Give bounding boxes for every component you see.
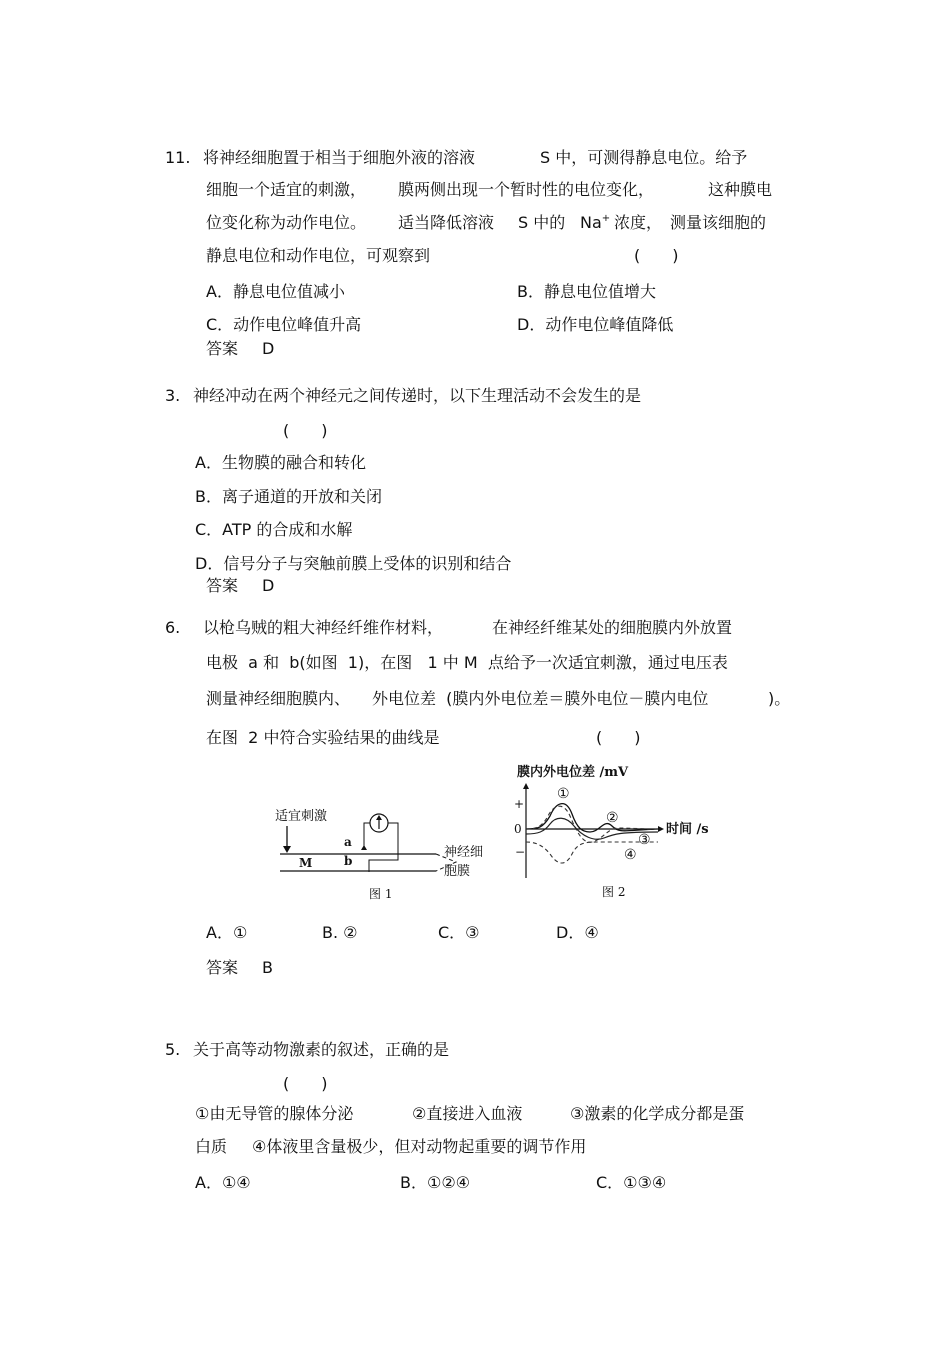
q5-statement-2: ②直接进入血液 [412,1104,523,1123]
q3-option-c: C．ATP 的合成和水解 [195,520,353,539]
q5-option-a: A．①④ [195,1173,251,1192]
q11-line3b: 适当降低溶液 [398,213,495,232]
q3-option-b: B．离子通道的开放和关闭 [195,487,382,506]
q3-option-d: D．信号分子与突触前膜上受体的识别和结合 [195,554,512,573]
q11-option-b: B．静息电位值增大 [517,282,656,301]
q5-number: 5. [165,1040,181,1059]
curve-2-label: ② [606,810,619,826]
curve-1 [526,804,658,832]
q3-bracket: ( ) [283,421,328,440]
fig2-ylabel: 膜内外电位差 /mV [517,765,629,780]
fig1-electrode-a [361,845,367,850]
figure-1-diagram [268,798,498,906]
q11-line3d [580,213,610,236]
q6-option-d: D．④ [556,923,599,942]
q5-option-c: C．①③④ [596,1173,667,1192]
curve-3-label: ③ [638,832,651,848]
fig2-caption: 图 2 [602,885,626,899]
curve-4-label: ④ [624,847,637,863]
q6-bracket: ( ) [596,728,641,747]
fig2-x-arrowhead [658,826,664,832]
q11-line3f: 测量该细胞的 [670,213,767,232]
q5-statement-4: ④体液里含量极少，但对动物起重要的调节作用 [252,1137,587,1156]
q3-answer: D [262,576,275,595]
q11-line1: 将神经细胞置于相当于细胞外液的溶液 [203,148,476,167]
q3-answer-label: 答案 [206,576,239,595]
q3-number: 3. [165,386,181,405]
q11-line2a: 细胞一个适宜的刺激， [206,180,367,199]
q11-line3c: S 中的 [518,213,566,232]
fig1-membrane-label-2: 胞膜 [444,864,471,879]
q6-option-b: B. ② [322,923,358,942]
fig1-membrane-label-1: 神经细 [444,845,484,860]
fig1-stim-label: 适宜刺激 [275,809,328,824]
sodium-symbol: Na [580,213,602,232]
q6-line1a: 以枪乌贼的粗大神经纤维作材料， [203,618,444,637]
q5-statement-3b: 白质 [195,1137,228,1156]
curve-1-label: ① [557,786,570,802]
q5-statement-3: ③激素的化学成分都是蛋 [570,1104,745,1123]
fig1-wire [364,823,370,848]
q11-number: 11. [165,148,191,167]
q11-answer: D [262,339,275,358]
q6-line1b: 在神经纤维某处的细胞膜内外放置 [492,618,733,637]
fig1-m-label: M [299,856,313,870]
q11-answer-label: 答案 [206,339,239,358]
fig2-zero: 0 [514,822,522,836]
q6-option-c: C．③ [438,923,480,942]
q6-answer-label: 答案 [206,958,239,977]
q5-bracket: ( ) [283,1074,328,1093]
plus-superscript: + [601,213,611,224]
q5-statement-1: ①由无导管的腺体分泌 [195,1104,354,1123]
fig2-xlabel: 时间 /s [666,822,709,837]
q6-option-a: A．① [206,923,248,942]
q6-line4: 在图 2 中符合实验结果的曲线是 [206,728,440,747]
q6-line3b: 外电位差 (膜内外电位差＝膜外电位－膜内电位 [372,689,709,708]
voltmeter-icon [370,814,388,832]
fig1-caption: 图 1 [369,887,393,901]
q5-stem: 关于高等动物激素的叙述，正确的是 [193,1040,450,1059]
q3-stem: 神经冲动在两个神经元之间传递时，以下生理活动不会发生的是 [193,386,642,405]
q6-number: 6. [165,618,181,637]
q11-line2b: 膜两侧出现一个暂时性的电位变化， [398,180,655,199]
q6-line3c: )。 [768,689,791,708]
q11-line2c: 这种膜电 [708,180,773,199]
fig1-stim-arrowhead [283,846,291,853]
q6-line2: 电极 a 和 b(如图 1)，在图 1 中 M 点给予一次适宜刺激，通过电压表 [206,653,728,672]
q6-line3a: 测量神经细胞膜内、 [206,689,351,708]
fig1-b-label: b [344,854,353,868]
fig2-minus: − [515,845,526,859]
q11-bracket: ( ) [634,246,679,265]
fig2-y-arrowhead [523,783,529,789]
q6-answer: B [262,958,273,977]
q3-option-a: A．生物膜的融合和转化 [195,453,366,472]
q11-option-c: C．动作电位峰值升高 [206,315,362,334]
figure-2-graph [508,758,716,906]
fig2-plus: + [514,797,525,811]
q11-line3e: 浓度， [614,213,663,232]
fig1-a-label: a [344,835,352,849]
q5-option-b: B．①②④ [400,1173,471,1192]
q11-option-d: D．动作电位峰值降低 [517,315,674,334]
q11-line4: 静息电位和动作电位，可观察到 [206,246,431,265]
q11-option-a: A．静息电位值减小 [206,282,345,301]
q11-line1b: S 中，可测得静息电位。给予 [540,148,748,167]
q11-line3a: 位变化称为动作电位。 [206,213,367,232]
